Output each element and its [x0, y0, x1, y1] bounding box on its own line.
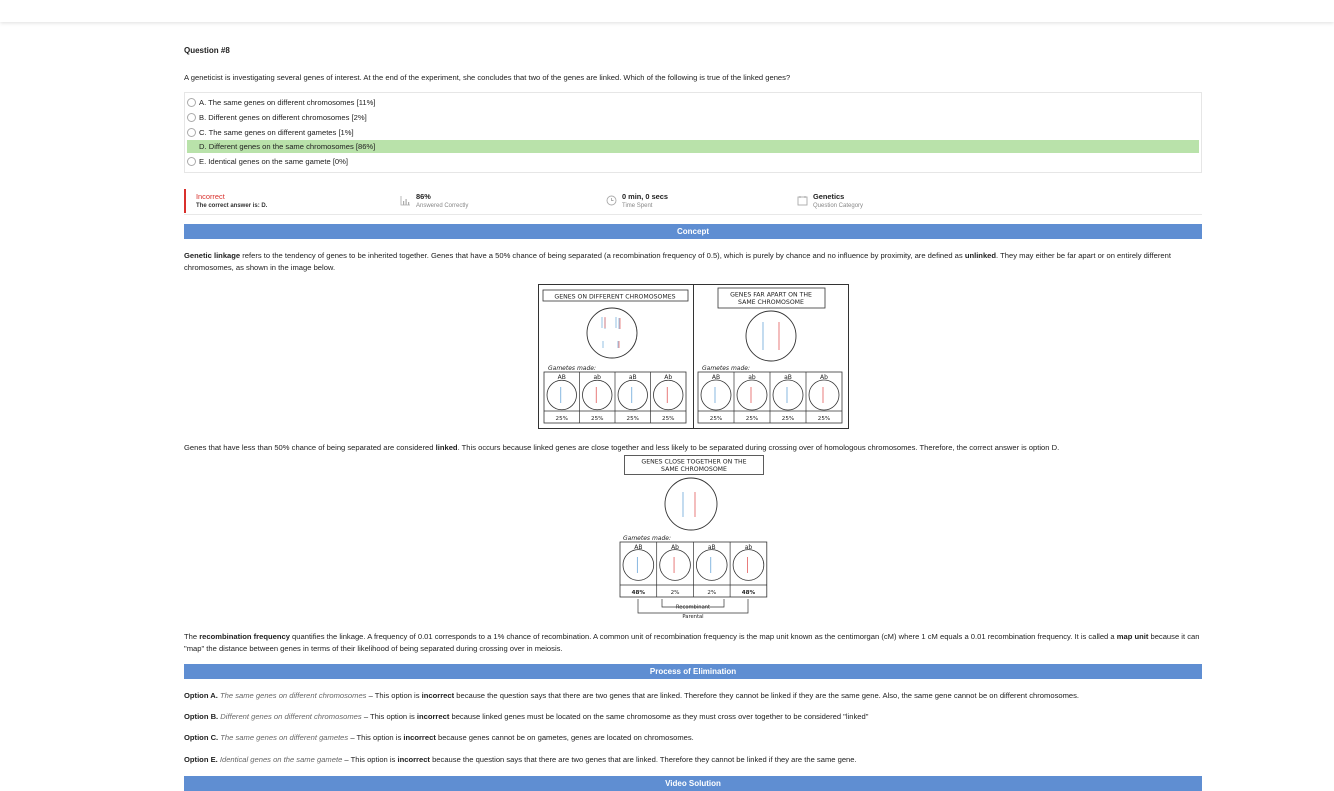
text-run: because linked genes must be located on the same chromosome as they must cross over together to be considered "linked" [449, 712, 869, 721]
text-run: The [184, 632, 200, 641]
category-value: Genetics [813, 192, 845, 201]
text-run: – This option is [342, 755, 398, 764]
text-run: because the question says that there are two genes that are linked. Therefore they cannot be linked if they are the same gene. [429, 755, 857, 764]
radio-icon[interactable] [187, 128, 196, 137]
fig2-gametes-label: Gametes made: [623, 535, 671, 542]
bold-term: map unit [1116, 632, 1149, 641]
fig1-right-gametes-label: Gametes made: [702, 365, 750, 372]
answer-options [184, 92, 1202, 173]
fig1-left-gamete-percent: 25% [591, 416, 604, 422]
text-run: because genes cannot be on gametes, genes are located on chromosomes. [435, 733, 694, 742]
option-label: D. Different genes on the same chromosomes [86%] [199, 142, 376, 151]
option-a[interactable] [187, 96, 1199, 109]
top-navbar [0, 0, 1334, 22]
percent-label: Answered Correctly [416, 203, 469, 209]
fig1-right-gamete-label: aB [784, 374, 792, 381]
elimination-item-a [184, 691, 1079, 700]
fig2-gamete-label: aB [707, 544, 716, 551]
fig2-title-2: SAME CHROMOSOME [661, 466, 727, 473]
concept-paragraph-2 [184, 442, 1202, 454]
fig2-recombinant-label: Recombinant [675, 604, 711, 611]
bold-term: linked [435, 443, 458, 452]
fig2-gamete-label: Ab [671, 544, 680, 551]
category-label: Question Category [813, 203, 864, 209]
option-c[interactable] [187, 126, 1199, 139]
option-e[interactable] [187, 155, 1199, 168]
text-run: – This option is [361, 712, 417, 721]
fig1-left-gamete-percent: 25% [662, 416, 675, 422]
fig2-gamete-label: AB [634, 544, 643, 551]
calendar-icon [797, 195, 808, 206]
fig1-left-gamete-percent: 25% [555, 416, 568, 422]
figure-linked-genes [617, 453, 771, 622]
fig2-gamete-cell [623, 550, 654, 581]
option-label: B. Different genes on different chromosomes [2%] [199, 113, 367, 122]
fig1-right-gamete-label: ab [748, 374, 756, 381]
option-quote: Different genes on different chromosomes [220, 712, 362, 721]
result-stat [196, 191, 267, 215]
text-run: . This occurs because linked genes are close together and less likely to be separated during crossing over of homologous chromosomes. Therefore, the correct answer is option D. [457, 443, 1060, 452]
time-label: Time Spent [622, 203, 653, 209]
bold-term: incorrect [397, 755, 430, 764]
fig1-left-gamete-label: ab [593, 374, 601, 381]
fig2-gamete-percent: 48% [741, 590, 756, 596]
fig2-gamete-cell [696, 550, 727, 581]
bold-term: incorrect [416, 712, 450, 721]
correct-answer-text: The correct answer is: D. [196, 203, 268, 209]
percent-stat [416, 191, 468, 215]
radio-icon[interactable] [187, 98, 196, 107]
option-label: C. The same genes on different gametes [1%] [199, 128, 354, 137]
option-quote: Identical genes on the same gamete [219, 755, 343, 764]
text-run: because it can "map" the distance between genes in terms of their likelihood of being separated during crossing over in meiosis. [184, 632, 1200, 653]
concept-paragraph-1 [184, 250, 1202, 273]
option-tag: Option E. [184, 755, 218, 764]
time-stat [622, 191, 668, 215]
category-stat [813, 191, 863, 215]
percent-value: 86% [416, 192, 431, 201]
question-text: A geneticist is investigating several genes of interest. At the end of the experiment, she concludes that two of the genes are linked. Which of the following is true of the linked genes? [184, 73, 791, 82]
fig1-right-gamete-percent: 25% [817, 416, 831, 422]
fig2-gamete-percent: 2% [670, 590, 680, 596]
option-label: A. The same genes on different chromosomes [11%] [199, 98, 376, 107]
fig1-right-title-2: SAME CHROMOSOME [738, 299, 804, 306]
fig2-parental-label: Parental [682, 614, 704, 620]
text-run: – This option is [348, 733, 404, 742]
text-run: quantifies the linkage. A frequency of 0.01 corresponds to a 1% chance of recombination. A common unit of recombination frequency is the map unit known as the centimorgan (cM) where 1 cM equals a 0.01 recombination frequency. It is called a [289, 632, 1117, 641]
fig1-left-gamete-label: aB [628, 374, 637, 381]
incorrect-indicator [184, 189, 186, 213]
option-label: E. Identical genes on the same gamete [0%] [199, 157, 349, 166]
fig2-title-1: GENES CLOSE TOGETHER ON THE [641, 458, 747, 466]
option-quote: The same genes on different chromosomes [220, 691, 367, 700]
fig1-left-gametes-label: Gametes made: [548, 365, 596, 372]
text-run: refers to the tendency of genes to be inherited together. Genes that have a 50% chance of being separated (a recombination frequency of 0.5), which is purely by chance and no influence by proximity, are defined as [240, 251, 965, 260]
radio-icon[interactable] [187, 113, 196, 122]
fig1-right-gamete-label: AB [711, 374, 721, 381]
option-d[interactable] [187, 140, 1199, 153]
figure-unlinked-genes [538, 284, 849, 429]
bold-term: recombination frequency [199, 632, 290, 641]
option-tag: Option A. [184, 691, 218, 700]
video-solution-header[interactable]: Video Solution [184, 776, 1202, 791]
option-tag: Option B. [184, 712, 219, 721]
bar-chart-icon [400, 195, 411, 206]
elimination-item-e [184, 755, 857, 764]
concept-header: Concept [184, 224, 1202, 239]
elimination-header: Process of Elimination [184, 664, 1202, 679]
text-run: Genes that have less than 50% chance of being separated are considered [184, 443, 436, 452]
concept-paragraph-3 [184, 631, 1202, 654]
fig1-right-gamete-percent: 25% [745, 416, 759, 422]
bold-term: unlinked [964, 251, 997, 260]
radio-icon[interactable] [187, 142, 196, 151]
fig2-gamete-cell [733, 550, 764, 581]
fig1-right-gamete-percent: 25% [781, 416, 795, 422]
fig2-gamete-cell [660, 550, 691, 581]
result-text: Incorrect [196, 192, 225, 201]
fig1-left-title: GENES ON DIFFERENT CHROMOSOMES [554, 293, 676, 301]
bold-term: Genetic linkage [184, 251, 241, 260]
fig1-left-gamete-percent: 25% [626, 416, 639, 422]
radio-icon[interactable] [187, 157, 196, 166]
option-tag: Option C. [184, 733, 219, 742]
text-run: because the question says that there are two genes that are linked. Therefore they cannot be linked if they are the same gene. Also, the same gene cannot be on different chromosomes. [454, 691, 1080, 700]
bold-term: incorrect [421, 691, 455, 700]
question-label: Question #8 [184, 46, 230, 55]
option-b[interactable] [187, 111, 1199, 124]
option-quote: The same genes on different gametes [220, 733, 349, 742]
fig1-right-gamete-label: Ab [820, 374, 828, 381]
bold-term: incorrect [403, 733, 436, 742]
text-run: – This option is [366, 691, 422, 700]
text-run: . They may either be far apart or on entirely different chromosomes, as shown in the image below. [184, 251, 1171, 272]
elimination-item-c [184, 733, 694, 742]
elimination-item-b [184, 712, 868, 721]
clock-icon [606, 195, 617, 206]
fig1-left-gamete-label: Ab [664, 374, 673, 381]
fig1-left-gamete-label: AB [557, 374, 566, 381]
fig1-right-title-1: GENES FAR APART ON THE [730, 291, 812, 299]
result-stats [184, 189, 1202, 215]
fig1-right-gamete-percent: 25% [709, 416, 723, 422]
time-value: 0 min, 0 secs [622, 192, 669, 201]
fig2-gamete-label: ab [744, 544, 753, 551]
fig2-gamete-percent: 48% [631, 590, 646, 596]
fig2-gamete-percent: 2% [707, 590, 717, 596]
